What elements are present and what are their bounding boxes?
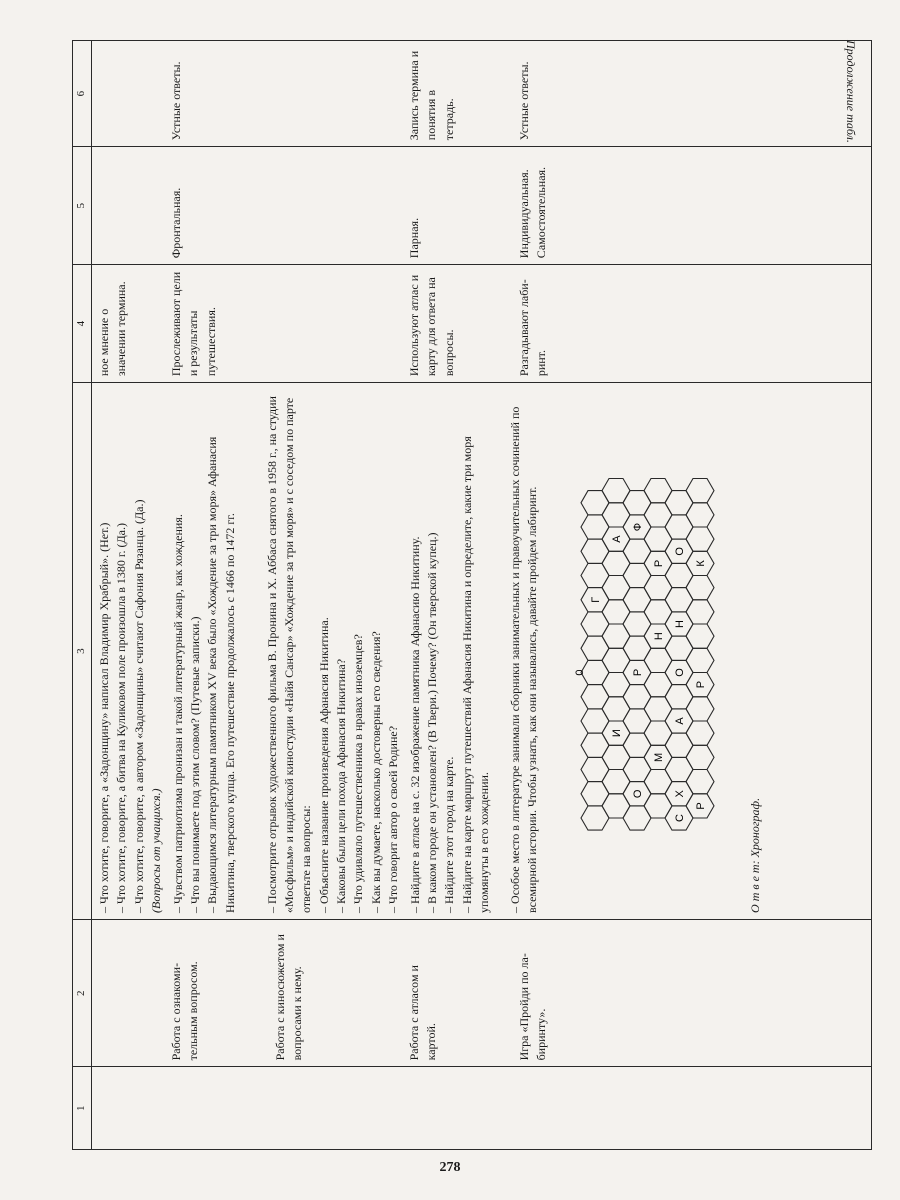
content-line: – Посмотрите отрывок художественного фильма В. Пронина и Х. Аббаса снятого в 1958 г., на студии «Мосфильм» и индийской киностудии «Найя Сансар» «Хождение за три моря» и с соседом по парте ответьте на вопросы: bbox=[264, 396, 314, 913]
maze-cell bbox=[686, 576, 714, 600]
hex-maze bbox=[573, 466, 743, 836]
maze-cell bbox=[644, 503, 672, 527]
maze-cell bbox=[581, 685, 609, 709]
lesson-table bbox=[72, 40, 872, 1150]
maze-start-label: 0 bbox=[573, 669, 586, 676]
stage-label: Работа с киносюжетом и вопросами к нему. bbox=[272, 934, 305, 1061]
content-line: – Как вы думаете, насколько достоверны его сведения? bbox=[368, 631, 383, 913]
content-line: – Что удивляло путешественника в нравах иноземцев? bbox=[351, 634, 366, 913]
content-line: – Что хотите, говорите, а автором «Задонщины» считают Сафония Рязанца. (Да.) bbox=[131, 499, 146, 913]
maze-letter: К bbox=[694, 560, 707, 567]
col-4-students bbox=[91, 265, 871, 383]
maze-cell bbox=[686, 527, 714, 551]
work-form bbox=[272, 153, 392, 258]
maze-cell bbox=[602, 648, 630, 672]
maze-cell bbox=[644, 673, 672, 697]
stage-label: Работа с атласом и картой. bbox=[406, 965, 439, 1061]
maze-cell bbox=[623, 588, 651, 612]
maze-cell bbox=[665, 757, 693, 781]
col-header-4: 4 bbox=[73, 265, 92, 383]
maze-cell bbox=[686, 503, 714, 527]
maze-cell bbox=[665, 588, 693, 612]
col-1-cell bbox=[91, 1067, 871, 1150]
stage-label: Работа с ознакомительным вопросом. bbox=[168, 961, 201, 1061]
maze-letter: Х bbox=[673, 790, 686, 798]
content-line: – Объясните название произведения Афанасия Никитина. bbox=[316, 617, 331, 913]
content-line: (Вопросы от учащихся.) bbox=[149, 788, 164, 913]
content-block bbox=[264, 389, 403, 913]
maze-cell bbox=[623, 806, 651, 830]
maze-cell bbox=[602, 576, 630, 600]
maze-letter: Р bbox=[694, 680, 707, 689]
content-line: – Особое место в литературе занимали сборники занимательных и правоучительных сочинений по всемирной истории. Чтобы узнать, как они назывались, давайте пройдем лабиринт. bbox=[507, 406, 540, 913]
content-block bbox=[507, 389, 567, 913]
maze-cell bbox=[623, 757, 651, 781]
work-form: Парная. bbox=[406, 217, 421, 259]
col-header-2: 2 bbox=[73, 919, 92, 1066]
maze-cell bbox=[581, 612, 609, 636]
content-line: – Найдите на карте маршрут путешествий Афанасия Никитина и определите, какие три моря упомянуты в его хождении. bbox=[459, 436, 492, 913]
maze-cell bbox=[686, 697, 714, 721]
maze-letter: М bbox=[652, 752, 665, 763]
maze-cell bbox=[623, 733, 651, 757]
maze-letter: Н bbox=[652, 632, 665, 641]
col-header-3: 3 bbox=[73, 383, 92, 920]
maze-cell bbox=[686, 648, 714, 672]
result bbox=[96, 47, 154, 140]
content-line: – В каком городе он установлен? (В Твери.) Почему? (Он тверской купец.) bbox=[425, 532, 440, 913]
maze-cell bbox=[644, 794, 672, 818]
maze-cell bbox=[623, 636, 651, 660]
content-line: – Что говорит автор о своей Родине? bbox=[386, 725, 401, 913]
maze-letter: Ф bbox=[631, 522, 644, 532]
maze-cell bbox=[581, 539, 609, 563]
maze-cell bbox=[602, 503, 630, 527]
student-activity: Прослеживают цели и результаты путешествия. bbox=[168, 271, 218, 377]
maze-cell bbox=[623, 563, 651, 587]
maze-letter: О bbox=[631, 789, 644, 799]
content-block bbox=[96, 389, 166, 913]
maze-cell bbox=[644, 721, 672, 745]
maze-cell bbox=[602, 624, 630, 648]
maze-cell bbox=[581, 782, 609, 806]
maze-cell bbox=[665, 636, 693, 660]
maze-cell bbox=[644, 600, 672, 624]
student-activity: Используют атлас и карту для ответа на вопросы. bbox=[406, 274, 456, 377]
answer-label: О т в е т bbox=[747, 864, 762, 913]
maze-letter: О bbox=[673, 668, 686, 677]
result bbox=[272, 47, 392, 140]
maze-letter: Г bbox=[589, 596, 602, 603]
continuation-note: Продолжение табл. bbox=[844, 40, 858, 143]
maze-cell bbox=[602, 600, 630, 624]
maze-letter: О bbox=[673, 547, 686, 556]
rotated-table-region bbox=[72, 40, 872, 1150]
col-3-content bbox=[91, 383, 871, 920]
maze-answer bbox=[747, 389, 764, 913]
maze-cell bbox=[665, 685, 693, 709]
maze-cell bbox=[602, 673, 630, 697]
content-line: – Выдающимся литературным памятником XV века было «Хождение за три моря» Афанасия Никитина, тверского купца. Его путешествие продолжалось с 1466 по 1472 гг. bbox=[205, 436, 237, 913]
maze-cell bbox=[686, 600, 714, 624]
maze-cell bbox=[581, 515, 609, 539]
col-header-1: 1 bbox=[73, 1067, 92, 1150]
maze-cell bbox=[644, 648, 672, 672]
maze-cell bbox=[665, 491, 693, 515]
maze-cell bbox=[581, 757, 609, 781]
work-form bbox=[96, 153, 154, 258]
stage-label bbox=[96, 926, 154, 1060]
col-header-5: 5 bbox=[73, 147, 92, 265]
student-activity: Разгадывают лабиринт. bbox=[516, 279, 549, 377]
content-line: – Каковы были цели похода Афанасия Никитина? bbox=[334, 658, 349, 913]
col-6-result bbox=[91, 41, 871, 147]
maze-cell bbox=[602, 551, 630, 575]
maze-letter: Р bbox=[631, 668, 644, 677]
maze-cell bbox=[644, 479, 672, 503]
maze-cell bbox=[602, 794, 630, 818]
work-form: Фронтальная. bbox=[168, 187, 183, 259]
content-line: – Найдите в атласе на с. 32 изображение памятника Афанасию Никитину. bbox=[407, 536, 422, 913]
maze-letter: И bbox=[610, 729, 623, 738]
maze-cell bbox=[665, 733, 693, 757]
content-line: – Что хотите, говорите, а «Задонщину» написал Владимир Храбрый». (Нет.) bbox=[96, 522, 111, 913]
result: Устные ответы. bbox=[168, 61, 183, 141]
content-line: – Найдите этот город на карте. bbox=[442, 756, 457, 913]
table-body-row bbox=[91, 41, 871, 1150]
col-2-stages bbox=[91, 919, 871, 1066]
maze-letter: А bbox=[673, 717, 686, 725]
content-block bbox=[170, 389, 260, 913]
maze-cell bbox=[602, 479, 630, 503]
maze-cell bbox=[644, 770, 672, 794]
column-header-row bbox=[73, 41, 92, 1150]
content-line: – Чувством патриотизма пронизан и такой литературный жанр, как хождения. bbox=[170, 514, 185, 913]
maze-cell bbox=[665, 563, 693, 587]
content-line: – Что вы понимаете под этим словом? (Путевые записки.) bbox=[187, 616, 202, 913]
maze-letter: С bbox=[673, 814, 686, 823]
maze-cell bbox=[623, 539, 651, 563]
maze-cell bbox=[581, 636, 609, 660]
maze-cell bbox=[686, 770, 714, 794]
col-header-6: 6 bbox=[73, 41, 92, 147]
maze-cell bbox=[581, 733, 609, 757]
maze-letter: А bbox=[610, 535, 623, 543]
maze-cell bbox=[644, 576, 672, 600]
maze-cell bbox=[686, 745, 714, 769]
maze-cell bbox=[686, 479, 714, 503]
maze-letter: Р bbox=[652, 559, 665, 568]
maze-cell bbox=[581, 491, 609, 515]
stage-label: Игра «Пройди по лабиринту». bbox=[516, 953, 549, 1061]
student-activity: ное мнение о значении термина. bbox=[96, 281, 129, 377]
work-form: Индивидуальная. Самостоятельная. bbox=[516, 166, 549, 259]
answer-text: : Хронограф. bbox=[747, 797, 762, 865]
maze-letter: Р bbox=[694, 802, 707, 810]
col-5-form bbox=[91, 147, 871, 265]
content-block bbox=[407, 389, 503, 913]
maze-letter: Н bbox=[673, 620, 686, 629]
maze-cell bbox=[644, 697, 672, 721]
maze-cell bbox=[623, 612, 651, 636]
maze-cell bbox=[686, 721, 714, 745]
maze-cell bbox=[602, 697, 630, 721]
content-line: – Что хотите, говорите, а битва на Куликовом поле произошла в 1380 г. (Да.) bbox=[114, 523, 129, 913]
maze-cell bbox=[623, 685, 651, 709]
maze-cell bbox=[602, 745, 630, 769]
result: Устные ответы. bbox=[516, 61, 531, 141]
maze-cell bbox=[644, 527, 672, 551]
maze-cell bbox=[665, 515, 693, 539]
maze-cell bbox=[581, 709, 609, 733]
maze-cell bbox=[686, 624, 714, 648]
maze-cell bbox=[623, 491, 651, 515]
maze-cell bbox=[602, 770, 630, 794]
student-activity bbox=[272, 271, 392, 376]
maze-cell bbox=[623, 709, 651, 733]
maze-cell bbox=[581, 563, 609, 587]
maze-cell bbox=[581, 806, 609, 830]
result: Запись термина и понятия в тетрадь. bbox=[406, 50, 456, 141]
page-number: 278 bbox=[439, 1160, 461, 1175]
